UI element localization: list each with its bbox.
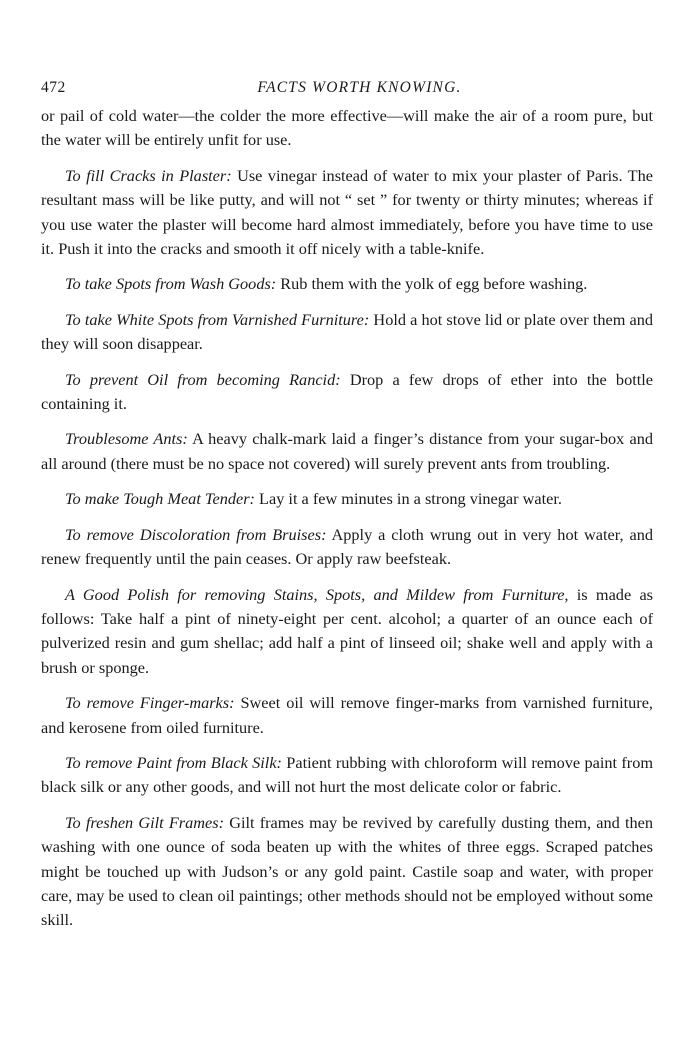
paragraph-heading: To prevent Oil from becoming Rancid:	[65, 369, 341, 389]
paragraph-heading: To remove Finger-marks:	[65, 693, 235, 713]
paragraph-paint-black-silk	[41, 751, 653, 800]
paragraph-bruises	[41, 523, 653, 572]
page-number: 472	[41, 79, 66, 96]
paragraph-text: Apply a cloth wrung out in very hot water, and renew frequently until the pain ceases. Or apply raw beefsteak.	[41, 524, 653, 569]
running-head: FACTS WORTH KNOWING.	[257, 79, 462, 96]
paragraph-text: Use vinegar instead of water to mix your plaster of Paris. The resultant mass will be like putty, and will not “ set ” for twenty or thirty minutes; whereas if you use water the plaster will become hard almost immediately, before you have time to use it. Push it into the cracks and smooth it off nicely with a table-knife.	[41, 165, 653, 259]
paragraph-oil-rancid	[41, 368, 653, 417]
paragraph-finger-marks	[41, 691, 653, 740]
paragraph-text: is made as follows: Take half a pint of ninety-eight per cent. alcohol; a quarter of an ounce each of pulverized resin and gum shellac; add half a pint of linseed oil; shake well and apply with a brush or sponge.	[41, 584, 654, 677]
paragraph-text: Sweet oil will remove finger-marks from varnished furniture, and kerosene from oiled furniture.	[41, 693, 654, 737]
page-header	[41, 76, 653, 104]
paragraph-text: Gilt frames may be revived by carefully dusting them, and then washing with one ounce of soda beaten up with the whites of three eggs. Scraped patches might be touched up with Judson’s or any gold paint. Castile soap and water, with proper care, may be used to clean oil paintings; other methods should not be employed without some skill.	[41, 812, 653, 930]
paragraph-text: Drop a few drops of ether into the bottle containing it.	[41, 369, 654, 414]
paragraph-heading: To fill Cracks in Plaster:	[65, 165, 232, 185]
paragraph-text: Lay it a few minutes in a strong vinegar water.	[254, 489, 562, 509]
paragraph-heading: To remove Paint from Black Silk:	[65, 752, 282, 772]
paragraph-heading: To take White Spots from Varnished Furniture:	[65, 309, 370, 329]
paragraph-spots-wash-goods	[41, 272, 653, 296]
paragraph-troublesome-ants	[41, 427, 653, 476]
paragraph-text: Patient rubbing with chloroform will remove paint from black silk or any other goods, and will not hurt the most delicate color or fabric.	[41, 752, 654, 797]
page-body	[41, 104, 653, 933]
paragraph-furniture-polish	[41, 583, 653, 681]
paragraph-continuation	[41, 104, 653, 153]
paragraph-heading: To take Spots from Wash Goods:	[65, 274, 277, 294]
paragraph-tough-meat	[41, 487, 653, 511]
paragraph-text: A heavy chalk-mark laid a finger’s distance from your sugar-box and all around (there must be no space not covered) will surely prevent ants from troubling.	[41, 429, 653, 473]
paragraph-heading: Troublesome Ants:	[65, 429, 188, 449]
paragraph-heading: To make Tough Meat Tender:	[65, 489, 255, 509]
paragraph-heading: To remove Discoloration from Bruises:	[65, 524, 327, 544]
paragraph-text: or pail of cold water—the colder the more effective—will make the air of a room pure, but the water will be entirely unfit for use.	[41, 106, 653, 150]
paragraph-gilt-frames	[41, 811, 653, 933]
paragraph-white-spots	[41, 308, 653, 357]
paragraph-text: Rub them with the yolk of egg before washing.	[276, 274, 588, 294]
paragraph-heading: A Good Polish for removing Stains, Spots, and Mildew from Furniture,	[65, 584, 569, 604]
paragraph-heading: To freshen Gilt Frames:	[65, 812, 225, 832]
paragraph-text: Hold a hot stove lid or plate over them and they will soon disappear.	[41, 309, 653, 354]
book-page	[41, 76, 653, 944]
paragraph-fill-cracks	[41, 164, 653, 262]
